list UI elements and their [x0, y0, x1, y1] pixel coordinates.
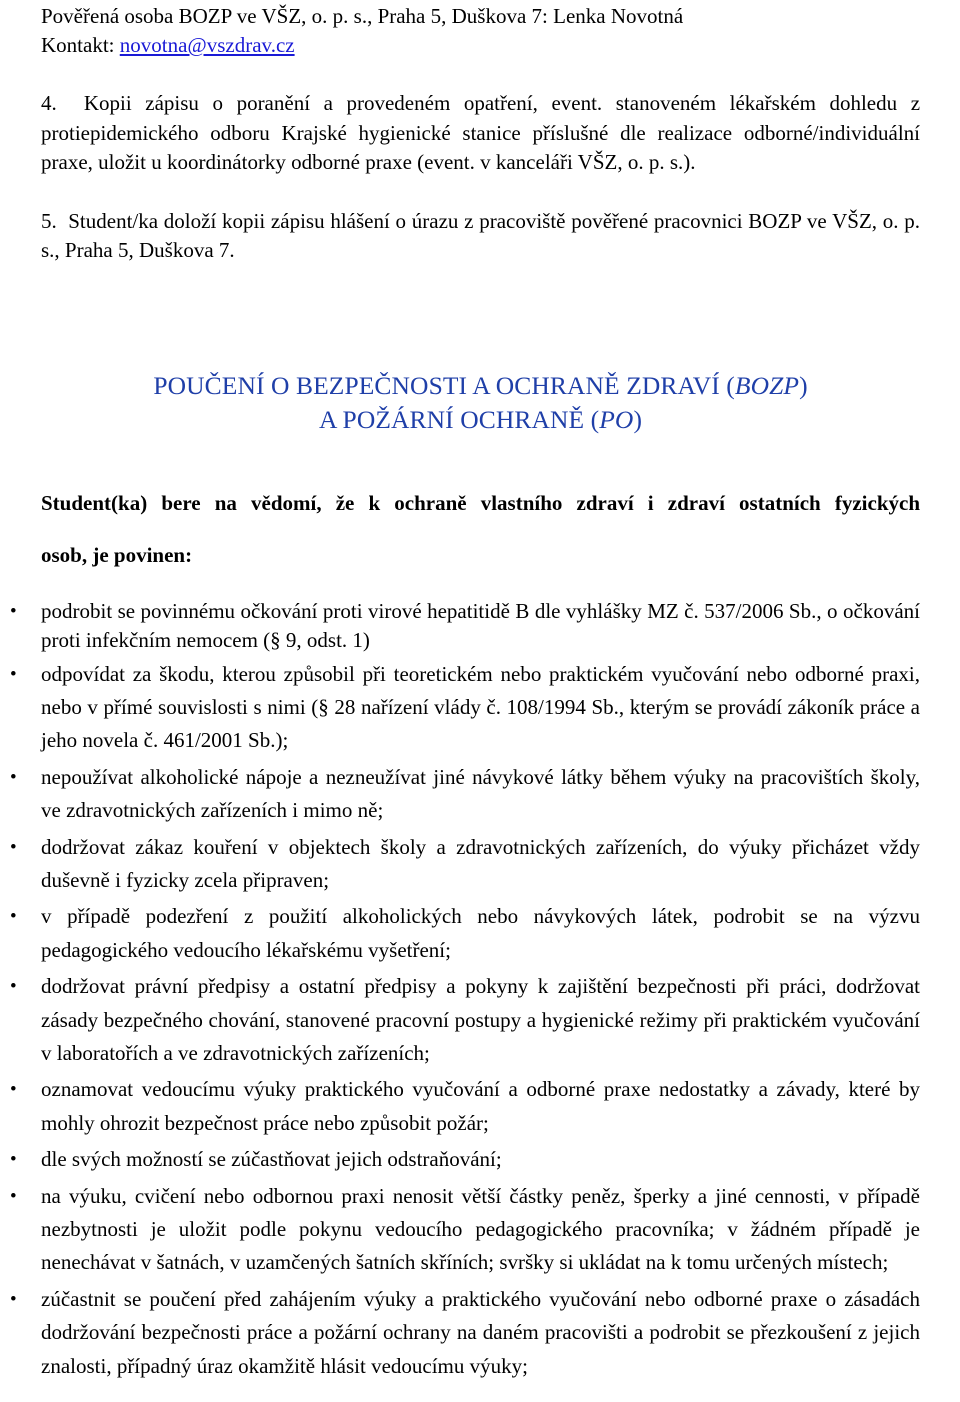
numbered-item-4 [41, 89, 920, 178]
list-item-text: na výuku, cvičení nebo odbornou praxi nenosit větší částky peněz, šperky a jiné cennosti, v případě nezbytnosti je uložit podle pokynu vedoucího pedagogického pracovníka; v žádném případě je nenechávat v šatnách, v uzamčených šatních skříních; svršky si ukládat na k tomu určených místech; [41, 1183, 920, 1275]
contact-label: Kontakt: [41, 33, 120, 57]
list-item-text: zúčastnit se poučení před zahájením výuky a praktického vyučování nebo odborné praxe o zásadách dodržování bezpečnosti práce a požární ochrany na daném pracovišti a podrobit se přezkoušení z jejich znalosti, případný úraz okamžitě hlásit vedoucímu výuky; [41, 1286, 920, 1378]
heading-line-2 [41, 403, 920, 437]
list-item [10, 1143, 920, 1176]
item-number: 4. [41, 91, 57, 115]
list-item-text: oznamovat vedoucímu výuky praktického vyučování a odborné praxe nedostatky a závady, které by mohly ohrozit bezpečnost práce nebo způsobit požár; [41, 1077, 920, 1135]
list-item [10, 658, 920, 758]
heading-text: POUČENÍ O BEZPEČNOSTI A OCHRANĚ ZDRAVÍ ( [153, 370, 735, 400]
item-number: 5. [41, 208, 57, 233]
bullet-icon: • [10, 663, 17, 685]
contact-block [41, 0, 920, 60]
intro-line-2: osob, je povinen: [41, 542, 193, 567]
heading-line-1 [41, 369, 920, 403]
list-item-text: odpovídat za škodu, kterou způsobil při teoretickém nebo praktickém vyučování nebo odborné praxi, nebo v přímé souvislosti s nimi (§ 28 nařízení vlády č. 108/1994 Sb., kterým se provádí zákoník práce a jeho novela č. 461/2001 Sb.); [41, 661, 920, 753]
contact-person: Pověřená osoba BOZP ve VŠZ, o. p. s., Praha 5, Duškova 7: Lenka Novotná [41, 4, 684, 28]
intro-line-1: Student(ka) bere na vědomí, že k ochraně vlastního zdraví i zdraví ostatních fyzických [41, 490, 920, 515]
list-item [10, 970, 920, 1070]
list-item-text: dodržovat zákaz kouření v objektech školy a zdravotnických zařízeních, do výuky přicházet vždy duševně i fyzicky zcela připraven; [41, 834, 920, 892]
heading-abbrev: PO [599, 404, 634, 434]
contact-line [41, 31, 920, 60]
list-item-text: dle svých možností se zúčastňovat jejich odstraňování; [41, 1147, 502, 1172]
bullet-icon: • [10, 1079, 17, 1101]
bullet-icon: • [10, 906, 17, 928]
list-item-text: v případě podezření z použití alkoholických nebo návykových látek, podrobit se na výzvu pedagogického vedoucího lékařskému vyšetření; [41, 904, 920, 962]
bullet-icon: • [10, 1288, 17, 1310]
item-text: Student/ka doloží kopii zápisu hlášení o úrazu z pracoviště pověřené pracovnici BOZP ve VŠZ, o. p. s., Praha 5, Duškova 7. [41, 208, 921, 262]
list-item [10, 1073, 920, 1140]
list-item [10, 597, 920, 655]
list-item [10, 1283, 920, 1383]
intro-paragraph [41, 477, 920, 581]
list-item-text: dodržovat právní předpisy a ostatní předpisy a pokyny k zajištění bezpečnosti při práci, dodržovat zásady bezpečného chování, stanovené pracovní postupy a hygienické režimy při praktickém vyučování v laboratořích a ve zdravotnických zařízeních; [41, 974, 920, 1065]
item-text: Kopii zápisu o poranění a provedeném opatření, event. stanoveném lékařském dohledu z protiepidemického odboru Krajské hygienické stanice příslušné dle realizace odborné/individuální praxe, uložit u koordinátorky odborné praxe (event. v kanceláři VŠZ, o. p. s.). [41, 91, 921, 174]
bullet-icon: • [10, 1185, 17, 1207]
heading-paren: ) [799, 370, 808, 400]
rules-list [10, 597, 920, 1384]
bullet-icon: • [10, 1149, 17, 1171]
contact-email-link[interactable]: novotna@vszdrav.cz [119, 33, 295, 57]
list-item [10, 761, 920, 828]
list-item-text: nepoužívat alkoholické nápoje a nezneužívat jiné návykové látky během výuky na pracovištích školy, ve zdravotnických zařízeních i mimo ně; [41, 764, 920, 823]
heading-paren: ) [633, 404, 643, 434]
bullet-icon: • [10, 600, 17, 622]
heading-text: A POŽÁRNÍ OCHRANĚ ( [318, 404, 600, 434]
section-heading [41, 369, 920, 437]
numbered-item-5 [41, 207, 920, 266]
list-item [10, 831, 920, 898]
bullet-icon: • [10, 836, 17, 858]
heading-abbrev: BOZP [734, 370, 800, 400]
list-item-text: podrobit se povinnému očkování proti virové hepatitidě B dle vyhlášky MZ č. 537/2006 Sb., o očkování proti infekčním nemocem (§ 9, odst. 1) [41, 598, 920, 652]
list-item [10, 900, 920, 967]
bullet-icon: • [10, 976, 17, 998]
bullet-icon: • [10, 766, 17, 788]
list-item [10, 1180, 920, 1280]
